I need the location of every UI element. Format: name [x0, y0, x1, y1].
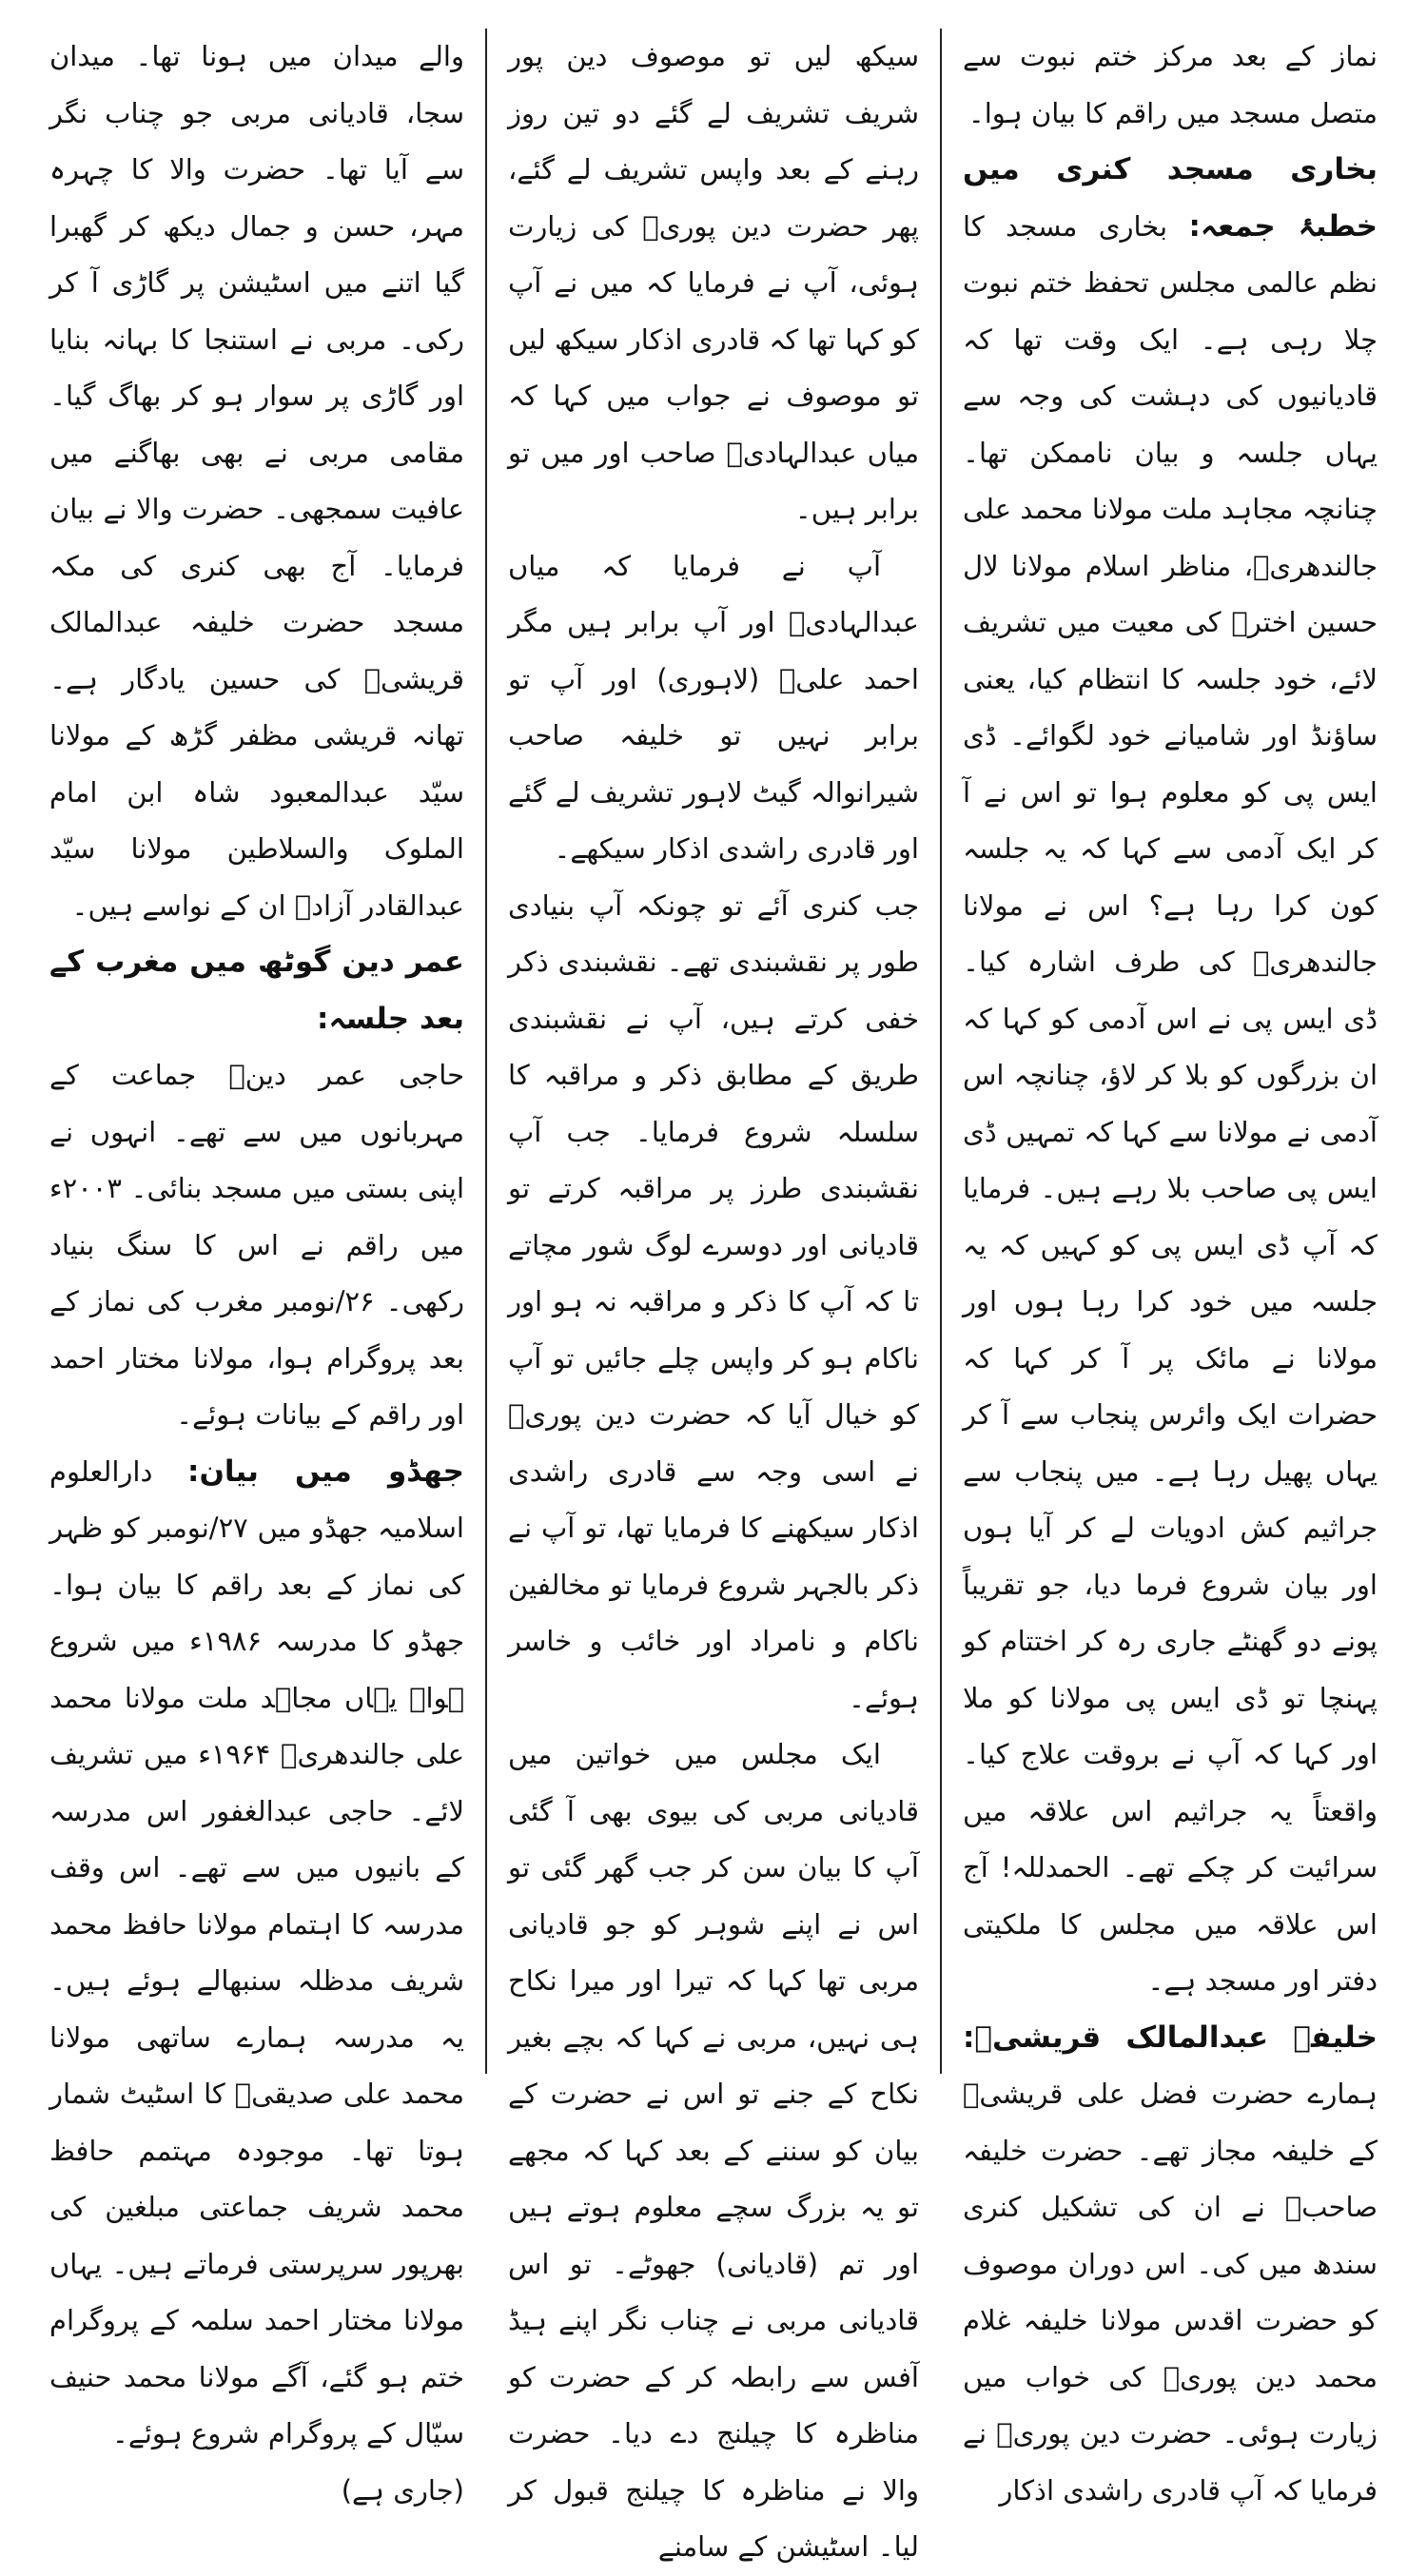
paragraph: حاجی عمر دینؒ جماعت کے مہربانوں میں سے تھے۔ انہوں نے اپنی بستی میں مسجد بنائی۔ ۲۰۰۳ء میں راقم نے اس کا سنگ بنیاد رکھی۔ ۲۶/نومبر مغرب کی نماز کے بعد پروگرام ہوا، مولانا مختار احمد اور راقم کے بیانات ہوئے۔ [49, 1059, 465, 1431]
column-left [29, 29, 485, 2507]
section-heading: جھڈو میں بیان: [187, 1454, 464, 1489]
section-paragraph [49, 1444, 464, 2463]
paragraph-text: آپ نے فرمایا کہ میاں عبدالہادیؒ اور آپ برابر ہیں مگر احمد علیؒ (لاہوری) اور آپ تو برابر نہیں تو خلیفہ صاحب شیرانوالہ گیٹ لاہور تشریف لے گئے اور قادری راشدی اذکار سیکھے۔ [508, 549, 919, 865]
section-paragraph [963, 142, 1378, 2010]
section-heading: عمر دین گوٹھ میں مغرب کے بعد جلسہ: [49, 945, 464, 1036]
column-middle [485, 29, 942, 2563]
paragraph-text: ہمارے حضرت فضل علی قریشیؒ کے خلیفہ مجاز تھے۔ حضرت خلیفہ صاحبؒ نے ان کی تشکیل کنری سندھ میں کی۔ اس دوران موصوف کو حضرت اقدس مولانا خلیفہ غلام محمد دین پوریؒ کی خواب میں زیارت ہوئی۔ حضرت دین پوریؒ نے فرمایا کہ آپ قادری راشدی اذکار [963, 2078, 1378, 2507]
paragraph: نماز کے بعد مرکز ختم نبوت سے متصل مسجد میں راقم کا بیان ہوا۔ [963, 40, 1378, 129]
paragraph [508, 1727, 919, 2576]
paragraph-text: بخاری مسجد کا نظم عالمی مجلس تحفظ ختم نبوت چلا رہی ہے۔ ایک وقت تھا کہ قادیانیوں کی دہشت کی وجہ سے یہاں جلسہ و بیان ناممکن تھا۔ چنانچہ مجاہد ملت مولانا محمد علی جالندھریؒ، مناظر اسلام مولانا لال حسین اخترؒ کی معیت میں تشریف لائے، خود جلسہ کا انتظام کیا، یعنی ساؤنڈ اور شامیانے خود لگوائے۔ ڈی ایس پی کو معلوم ہوا تو اس نے آ کر ایک آدمی سے کہا کہ یہ جلسہ کون کرا رہا ہے؟ اس نے مولانا جالندھریؒ کی طرف اشارہ کیا۔ ڈی ایس پی نے اس آدمی کو کہا کہ ان بزرگوں کو بلا کر لاؤ، چنانچہ اس آدمی نے مولانا سے کہا کہ تمہیں ڈی ایس پی صاحب بلا رہے ہیں۔ فرمایا کہ آپ ڈی ایس پی کو کہیں کہ یہ جلسہ میں خود کرا رہا ہوں اور مولانا نے مائک پر آ کر کہا کہ حضرات ایک وائرس پنجاب سے آ کر یہاں پھیل رہا ہے۔ میں پنجاب سے جراثیم کش ادویات لے کر آیا ہوں اور بیان شروع فرما دیا، جو تقریباً پونے دو گھنٹے جاری رہ کر اختتام کو پہنچا تو ڈی ایس پی مولانا کو ملا اور کہا کہ آپ نے بروقت علاج کیا۔ واقعتاً یہ جراثیم اس علاقہ میں سرائیت کر چکے تھے۔ الحمدللہ! آج اس علاقہ میں مجلس کا ملکیتی دفتر اور مسجد ہے۔ [963, 209, 1378, 1997]
section-paragraph [963, 2010, 1378, 2520]
paragraph: جب کنری آئے تو چونکہ آپ بنیادی طور پر نقشبندی تھے۔ نقشبندی ذکر خفی کرتے ہیں، آپ نے نقشبندی طریق کے مطابق ذکر و مراقبہ کا سلسلہ شروع فرمایا۔ جب آپ نقشبندی طرز پر مراقبہ کرتے تو قادیانی اور دوسرے لوگ شور مچاتے تا کہ آپ کا ذکر و مراقبہ نہ ہو اور ناکام ہو کر واپس چلے جائیں تو آپ کو خیال آیا کہ حضرت دین پوریؒ نے اسی وجہ سے قادری راشدی اذکار سیکھنے کا فرمایا تھا، تو آپ نے ذکر بالجہر شروع فرمایا تو مخالفین ناکام و نامراد اور خائب و خاسر ہوئے۔ [508, 888, 919, 1714]
continued-note: (جاری ہے) [341, 2473, 464, 2507]
section-heading: بخاری مسجد کنری میں خطبۂ جمعہ: [963, 152, 1378, 244]
paragraph: والے میدان میں ہونا تھا۔ میدان سجا، قادیانی مربی جو چناب نگر سے آیا تھا۔ حضرت والا کا چہرہ مہر، حسن و جمال دیکھ کر گھبرا گیا اتنے میں اسٹیشن پر گاڑی آ کر رکی۔ مربی نے استنجا کا بہانہ بنایا اور گاڑی پر سوار ہو کر بھاگ گیا۔ مقامی مربی نے بھی بھاگنے میں عافیت سمجھی۔ حضرت والا نے بیان فرمایا۔ آج بھی کنری کی مکہ مسجد حضرت خلیفہ عبدالمالک قریشیؒ کی حسین یادگار ہے۔ تھانہ قریشی مظفر گڑھ کے مولانا سیّد عبدالمعبود شاہ ابن امام الملوک والسلاطین مولانا سیّد عبدالقادر آزادؒ ان کے نواسے ہیں۔ [49, 40, 464, 922]
section-heading: خلیفہ عبدالمالک قریشیؒ: [963, 2020, 1378, 2055]
paragraph-text: ایک مجلس میں خواتین میں قادیانی مربی کی بیوی بھی آ گئی آپ کا بیان سن کر جب گھر گئی تو اس نے اپنے شوہر کو جو قادیانی مربی تھا کہا کہ تیرا اور میرا نکاح ہی نہیں، مربی نے کہا کہ بچے بغیر نکاح کے جنے تو اس نے حضرت کے بیان کو سننے کے بعد کہا کہ مجھے تو یہ بزرگ سچے معلوم ہوتے ہیں اور تم (قادیانی) جھوٹے۔ تو اس قادیانی مربی نے چناب نگر اپنے ہیڈ آفس سے رابطہ کر کے حضرت کو مناظرہ کا چیلنج دے دیا۔ حضرت والا نے مناظرہ کا چیلنج قبول کر لیا۔ اسٹیشن کے سامنے [508, 1738, 919, 2563]
paragraph [508, 538, 919, 878]
section-heading-line [49, 934, 464, 1047]
column-right [942, 29, 1398, 2507]
paragraph-text: دارالعلوم اسلامیہ جھڈو میں ۲۷/نومبر کو ظہر کی نماز کے بعد راقم کا بیان ہوا۔ جھڈو کا مدرسہ ۱۹۸۶ء میں شروع ہوا۔ یہاں مجاہد ملت مولانا محمد علی جالندھریؒ ۱۹۶۴ء میں تشریف لائے۔ حاجی عبدالغفور اس مدرسہ کے بانیوں میں سے تھے۔ اس وقف مدرسہ کا اہتمام مولانا حافظ محمد شریف مدظلہ سنبھالے ہوئے ہیں۔ یہ مدرسہ ہمارے ساتھی مولانا محمد علی صدیقیؒ کا اسٹیٹ شمار ہوتا تھا۔ موجودہ مہتمم حافظ محمد شریف جماعتی مبلغین کی بھرپور سرپرستی فرماتے ہیں۔ یہاں مولانا مختار احمد سلمہ کے پروگرام ختم ہو گئے، آگے مولانا محمد حنیف سیّال کے پروگرام شروع ہوئے۔ [49, 1454, 465, 2449]
paragraph: سیکھ لیں تو موصوف دین پور شریف تشریف لے گئے دو تین روز رہنے کے بعد واپس تشریف لے گئے، پھر حضرت دین پوریؒ کی زیارت ہوئی، آپ نے فرمایا کہ میں نے آپ کو کہا تھا کہ قادری اذکار سیکھ لیں تو موصوف نے جواب میں کہا کہ میاں عبدالہادیؒ صاحب اور میں تو برابر ہیں۔ [508, 40, 919, 525]
